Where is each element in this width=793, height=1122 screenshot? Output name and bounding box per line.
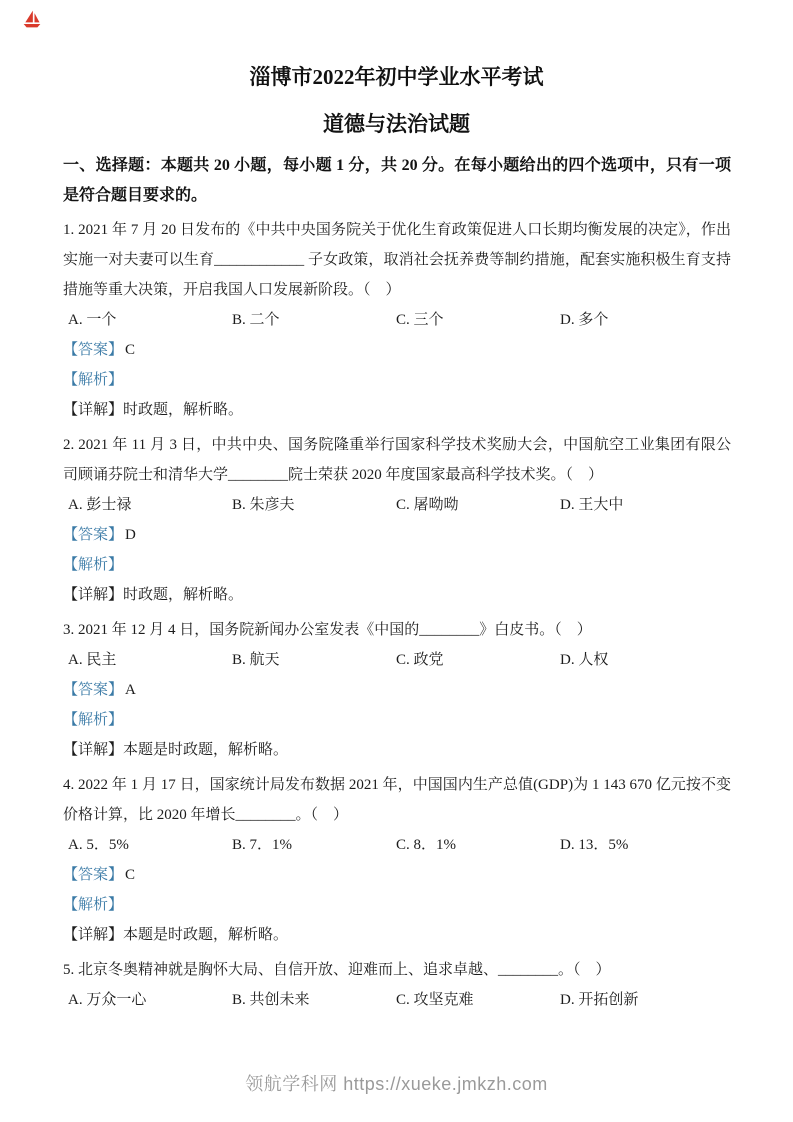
option-a: A. 万众一心 — [68, 992, 147, 1008]
question-stem: 2. 2021 年 11 月 3 日，中共中央、国务院隆重举行国家科学技术奖励大会，中国航空工业集团有限公司顾诵芬院士和清华大学________院士荣获 2020 年度国家最高科学技术奖。（ ） — [63, 437, 731, 483]
section-instructions: 一、选择题：本题共 20 小题，每小题 1 分，共 20 分。在每小题给出的四个选项中，只有一项是符合题目要求的。 — [63, 157, 731, 204]
detail-label: 【详解】 — [63, 587, 124, 603]
answer-line — [63, 675, 731, 705]
question-4 — [63, 770, 731, 950]
option-c: C. 三个 — [396, 312, 444, 328]
option-b: B. 航天 — [232, 652, 280, 668]
option-a: A. 彭士禄 — [68, 497, 132, 513]
answer-line — [63, 335, 731, 365]
answer-label: 【答案】 — [63, 527, 124, 543]
analysis-label: 【解析】 — [63, 557, 124, 573]
exam-title-line1: 淄博市2022年初中学业水平考试 — [249, 65, 544, 89]
detail-line — [63, 735, 731, 765]
option-d: D. 多个 — [560, 312, 609, 328]
option-c: C. 政党 — [396, 652, 444, 668]
question-2 — [63, 430, 731, 610]
options-row — [63, 645, 731, 675]
exam-title-line2: 道德与法治试题 — [323, 112, 470, 136]
answer-label: 【答案】 — [63, 867, 124, 883]
question-3 — [63, 615, 731, 765]
detail-text: 时政题，解析略。 — [123, 402, 244, 418]
option-a: A. 一个 — [68, 312, 117, 328]
detail-line — [63, 580, 731, 610]
detail-line — [63, 920, 731, 950]
option-d: D. 13．5% — [560, 837, 629, 853]
analysis-label: 【解析】 — [63, 712, 124, 728]
analysis-line — [63, 550, 731, 580]
question-1 — [63, 215, 731, 425]
detail-text: 本题是时政题，解析略。 — [123, 927, 289, 943]
answer-letter: A — [125, 682, 136, 698]
option-c: C. 8．1% — [396, 837, 457, 853]
option-c: C. 攻坚克难 — [396, 992, 474, 1008]
question-stem: 3. 2021 年 12 月 4 日，国务院新闻办公室发表《中国的________》白皮书。（ ） — [63, 622, 592, 638]
option-a: A. 民主 — [68, 652, 117, 668]
options-row — [63, 305, 731, 335]
options-row — [63, 985, 731, 1015]
answer-line — [63, 520, 731, 550]
analysis-line — [63, 365, 731, 395]
option-c: C. 屠呦呦 — [396, 497, 459, 513]
question-stem: 1. 2021 年 7 月 20 日发布的《中共中央国务院关于优化生育政策促进人口长期均衡发展的决定》，作出实施一对夫妻可以生育____________ 子女政策，取消社会抚养费等制约措施，配套实施积极生育支持措施等重大决策，开启我国人口发展新阶段。（ ） — [63, 222, 731, 298]
question-stem: 4. 2022 年 1 月 17 日，国家统计局发布数据 2021 年，中国国内生产总值(GDP)为 1 143 670 亿元按不变价格计算，比 2020 年增长________。（ ） — [63, 777, 731, 823]
answer-letter: C — [125, 342, 136, 358]
option-b: B. 二个 — [232, 312, 280, 328]
option-d: D. 王大中 — [560, 497, 624, 513]
answer-line — [63, 860, 731, 890]
site-logo-icon — [22, 9, 42, 29]
detail-label: 【详解】 — [63, 927, 124, 943]
analysis-label: 【解析】 — [63, 897, 124, 913]
answer-label: 【答案】 — [63, 342, 124, 358]
analysis-line — [63, 890, 731, 920]
analysis-line — [63, 705, 731, 735]
detail-text: 时政题，解析略。 — [123, 587, 244, 603]
site-watermark: 领航学科网 https://xueke.jmkzh.com — [245, 1074, 548, 1094]
analysis-label: 【解析】 — [63, 372, 124, 388]
detail-line — [63, 395, 731, 425]
question-5 — [63, 955, 731, 1015]
answer-label: 【答案】 — [63, 682, 124, 698]
document-header — [0, 0, 793, 139]
detail-text: 本题是时政题，解析略。 — [123, 742, 289, 758]
exam-body — [0, 151, 793, 1015]
option-b: B. 7．1% — [232, 837, 293, 853]
answer-letter: D — [125, 527, 136, 543]
options-row — [63, 490, 731, 520]
answer-letter: C — [125, 867, 136, 883]
option-b: B. 共创未来 — [232, 992, 310, 1008]
detail-label: 【详解】 — [63, 402, 124, 418]
question-stem: 5. 北京冬奥精神就是胸怀大局、自信开放、迎难而上、追求卓越、________。（ ） — [63, 962, 611, 978]
options-row — [63, 830, 731, 860]
option-b: B. 朱彦夫 — [232, 497, 295, 513]
option-a: A. 5．5% — [68, 837, 129, 853]
option-d: D. 开拓创新 — [560, 992, 639, 1008]
option-d: D. 人权 — [560, 652, 609, 668]
questions-list — [63, 215, 731, 1015]
detail-label: 【详解】 — [63, 742, 124, 758]
